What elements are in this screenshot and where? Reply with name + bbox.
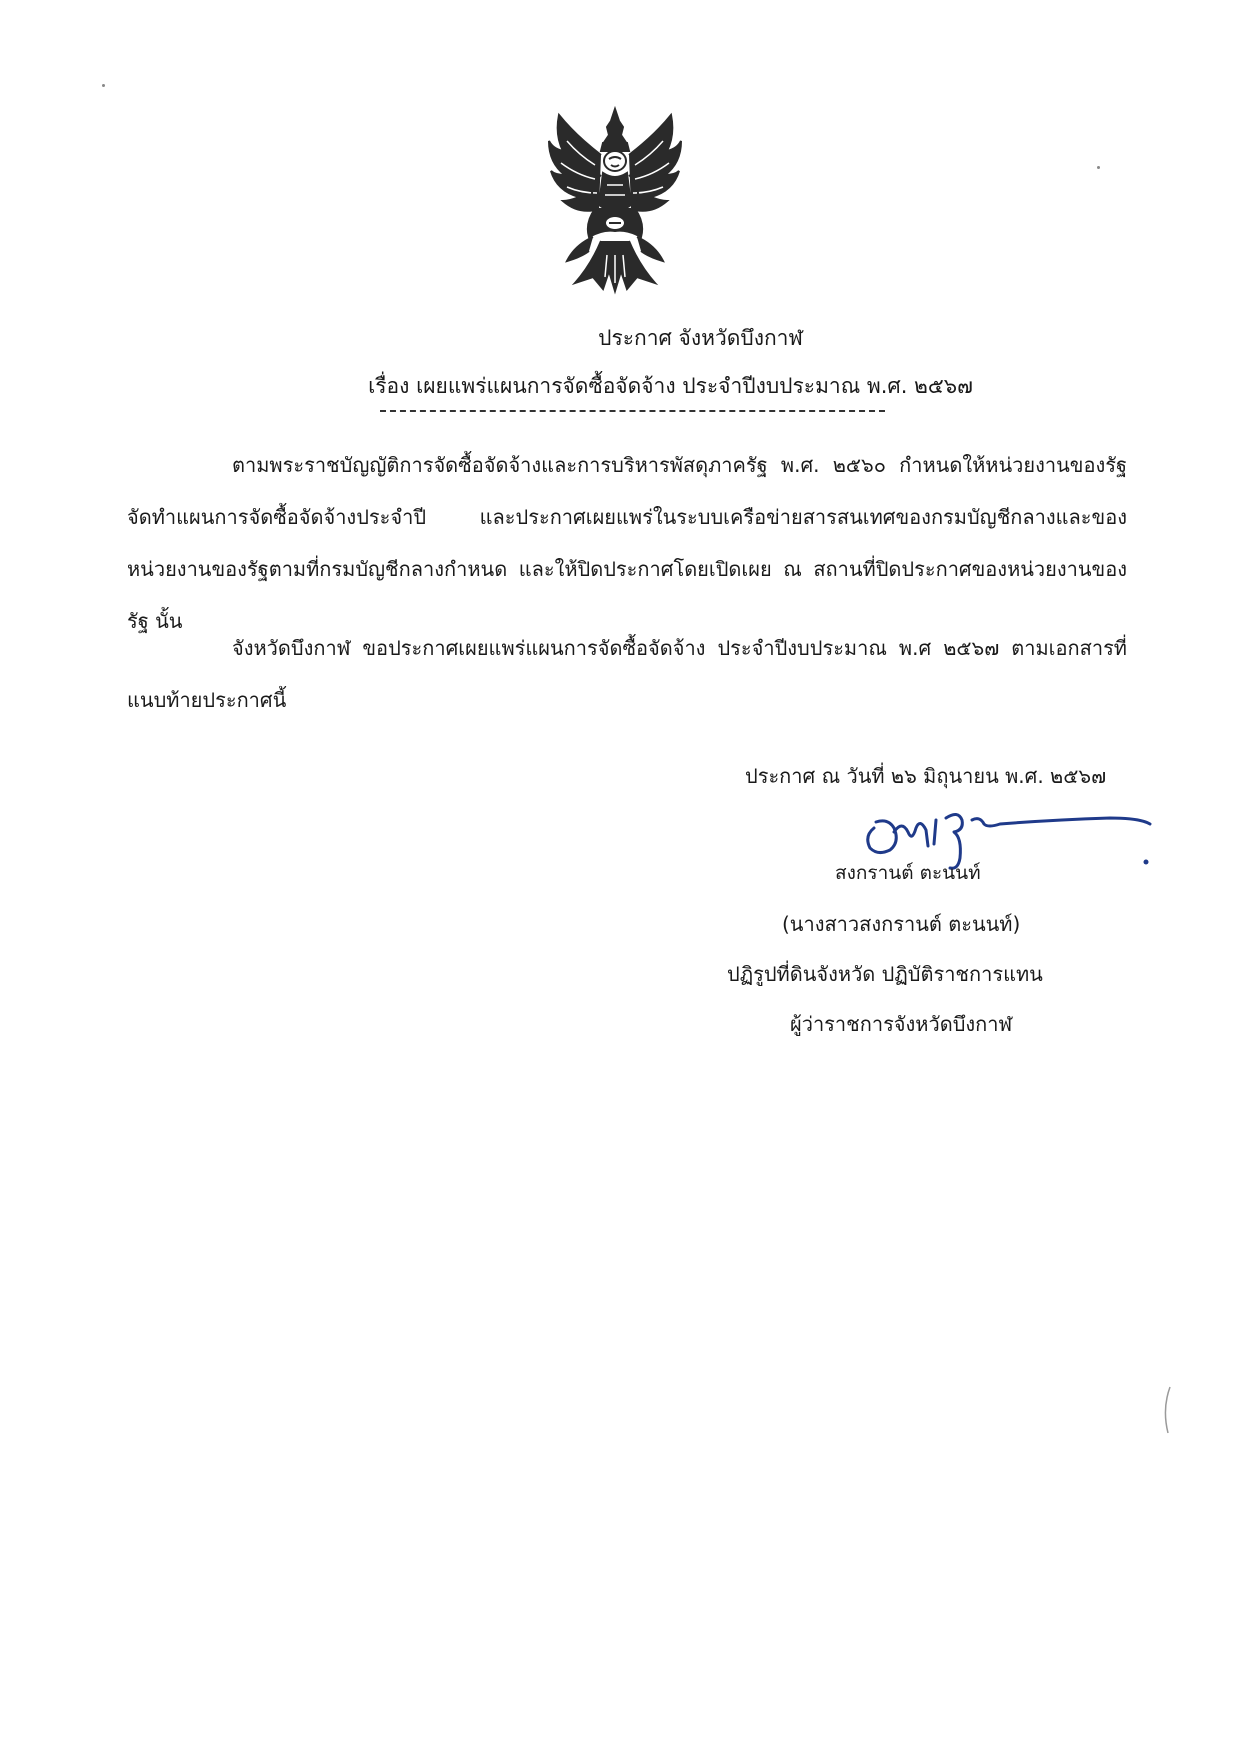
announcement-date: ประกาศ ณ วันที่ ๒๖ มิถุนายน พ.ศ. ๒๕๖๗ <box>745 764 1107 788</box>
scan-speck <box>102 84 105 87</box>
scan-edge-mark <box>1160 1385 1174 1435</box>
signer-position: ปฏิรูปที่ดินจังหวัด ปฏิบัติราชการแทน <box>727 962 1043 986</box>
scan-speck <box>1097 166 1100 169</box>
signature-printed-name: สงกรานต์ ตะนนท์ <box>835 862 981 884</box>
announcement-title: ประกาศ จังหวัดบึงกาฬ <box>598 326 803 350</box>
signer-full-name: (นางสาวสงกรานต์ ตะนนท์) <box>782 912 1021 936</box>
garuda-emblem-icon <box>545 105 685 295</box>
body-paragraph-1: ตามพระราชบัญญัติการจัดซื้อจัดจ้างและการบริหารพัสดุภาครัฐ พ.ศ. ๒๕๖๐ กำหนดให้หน่วยงานของรัฐจัดทำแผนการจัดซื้อจัดจ้างประจำปี และประกาศเผยแพร่ในระบบเครือข่ายสารสนเทศของกรมบัญชีกลางและของหน่วยงานของรัฐตามที่กรมบัญชีกลางกำหนด และให้ปิดประกาศโดยเปิดเผย ณ สถานที่ปิดประกาศของหน่วยงานของรัฐ นั้น <box>127 453 1127 633</box>
body-paragraph-2: จังหวัดบึงกาฬ ขอประกาศเผยแพร่แผนการจัดซื้อจัดจ้าง ประจำปีงบประมาณ พ.ศ ๒๕๖๗ ตามเอกสารที่แนบท้ายประกาศนี้ <box>127 636 1127 712</box>
announcement-subject: เรื่อง เผยแพร่แผนการจัดซื้อจัดจ้าง ประจำปีงบประมาณ พ.ศ. ๒๕๖๗ <box>368 374 973 398</box>
signer-authority: ผู้ว่าราชการจังหวัดบึงกาฬ <box>790 1012 1013 1036</box>
title-divider <box>380 410 885 412</box>
